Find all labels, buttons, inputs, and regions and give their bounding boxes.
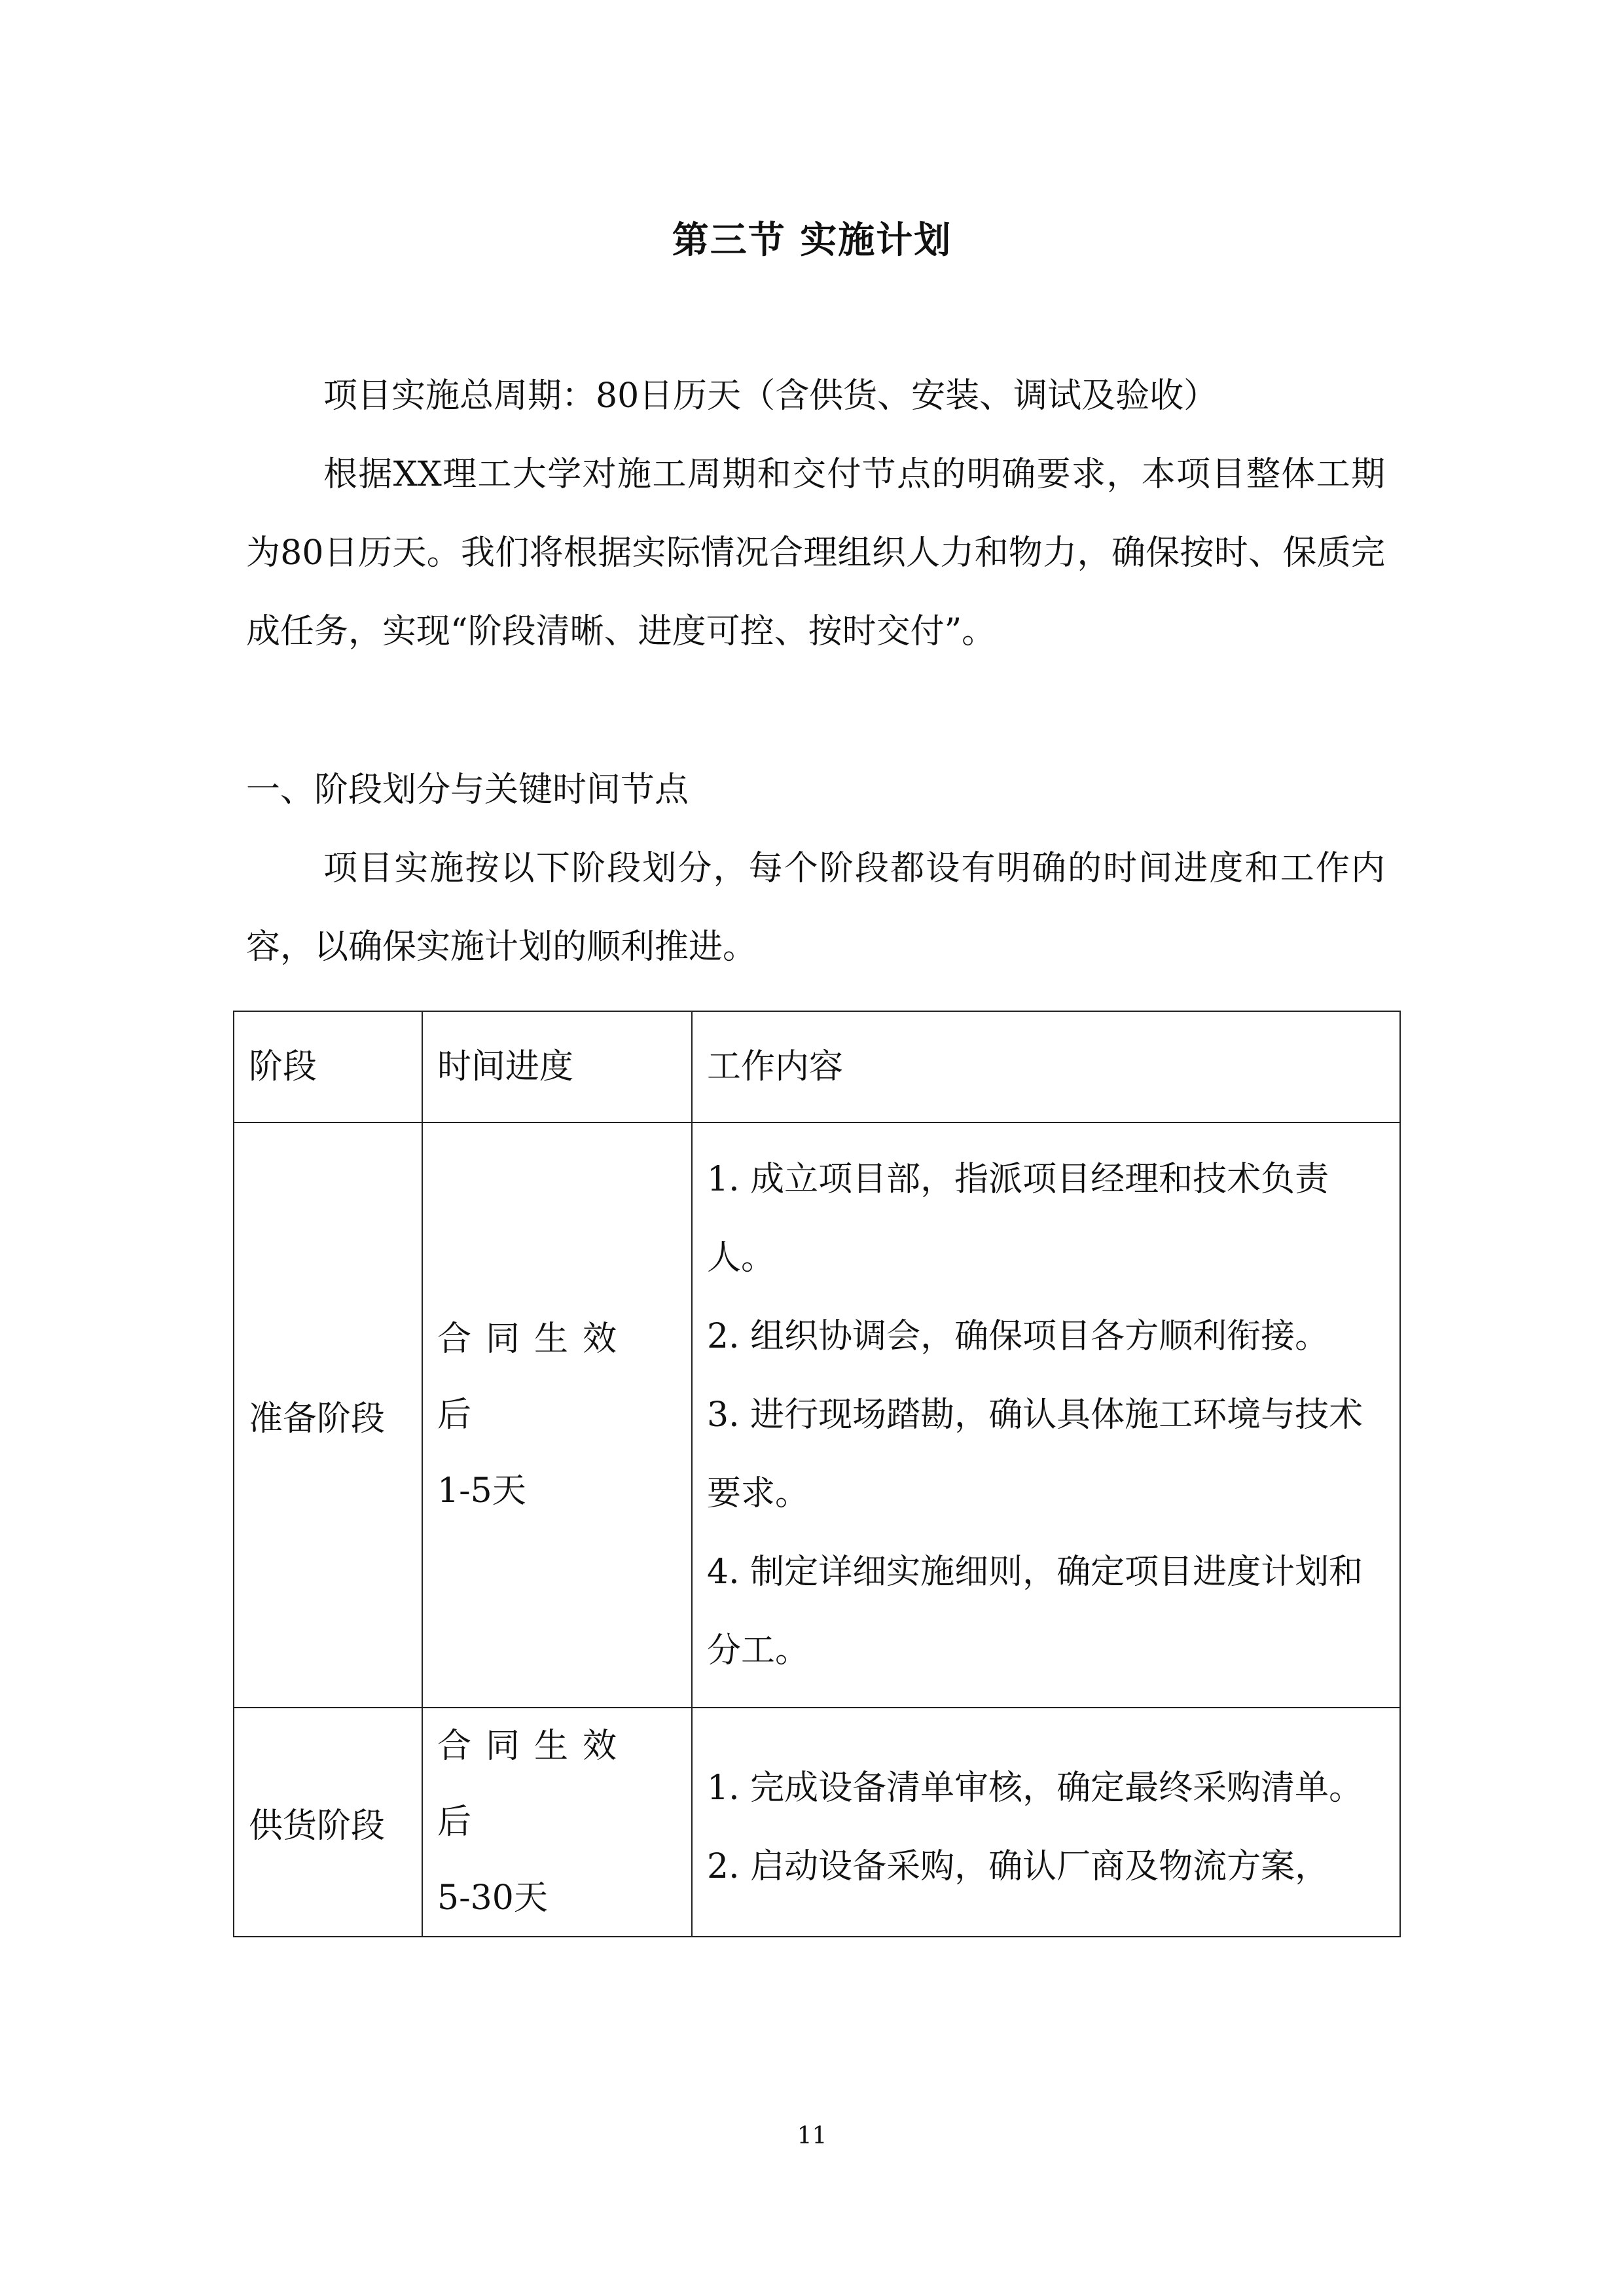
header-work: 工作内容 [692,1011,1400,1122]
header-time: 时间进度 [422,1011,692,1122]
work-item: 2. 启动设备采购，确认厂商及物流方案， [707,1847,1329,1886]
work-item: 3. 进行现场踏勘，确认具体施工环境与技术要求。 [707,1395,1363,1513]
table-header-row [234,1011,1400,1122]
time-range: 5-30天 [437,1878,548,1918]
page-number: 11 [797,2123,827,2149]
time-prefix: 合同生效后 [437,1319,632,1435]
section-heading: 一、阶段划分与关键时间节点 [246,770,689,810]
time-range: 1-5天 [437,1471,526,1511]
section-title: 第三节 实施计划 [672,219,952,262]
header-stage: 阶段 [234,1011,422,1122]
stage-cell: 准备阶段 [234,1122,422,1708]
stage-cell: 供货阶段 [234,1708,422,1937]
work-cell [692,1122,1400,1708]
implementation-plan-table [233,1011,1401,1937]
table-row [234,1122,1400,1708]
work-item: 1. 完成设备清单审核，确定最终采购清单。 [707,1768,1363,1808]
table-row [234,1708,1400,1937]
time-cell [422,1122,692,1708]
project-period: 项目实施总周期：80日历天（含供货、安装、调试及验收） [323,376,1218,416]
work-item: 4. 制定详细实施细则，确定项目进度计划和分工。 [707,1552,1363,1670]
time-cell [422,1708,692,1937]
time-prefix: 合同生效后 [437,1727,632,1842]
intro-paragraph: 根据XX理工大学对施工周期和交付节点的明确要求，本项目整体工期为80日历天。我们将根据实际情况合理组织人力和物力，确保按时、保质完成任务，实现“阶段清晰、进度可控、按时交付”。 [246,455,1385,651]
work-cell [692,1708,1400,1937]
section-paragraph: 项目实施按以下阶段划分，每个阶段都设有明确的时间进度和工作内容，以确保实施计划的顺利推进。 [246,849,1385,967]
work-item: 2. 组织协调会，确保项目各方顺利衔接。 [707,1317,1329,1356]
work-item: 1. 成立项目部，指派项目经理和技术负责人。 [707,1160,1329,1278]
